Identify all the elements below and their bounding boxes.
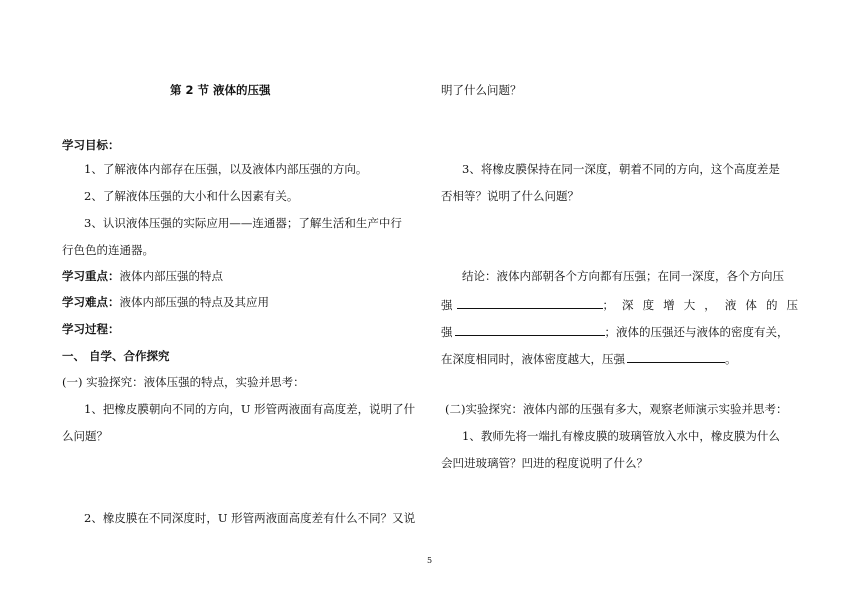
conclusion-line4: [441, 351, 737, 366]
question-1-line2: 么问题？: [62, 429, 108, 443]
goal-item-3: 3、认识液体压强的实际应用——连通器；了解生活和生产中行: [84, 216, 402, 230]
conclusion-line2-words: [622, 300, 798, 312]
question-3-line2: 否相等？说明了什么问题？: [441, 189, 579, 203]
section-heading: 第 2 节 液体的压强: [170, 83, 271, 97]
word: 大: [683, 298, 696, 312]
key-text: 液体内部压强的特点: [119, 269, 223, 283]
conclusion-line3-start: 强: [441, 325, 453, 339]
question-4-line1: 1、教师先将一端扎有橡皮膜的玻璃管放入水中，橡皮膜为什么: [462, 429, 780, 443]
word: 度: [642, 298, 655, 312]
goal-item-2: 2、了解液体压强的大小和什么因素有关。: [84, 189, 299, 203]
fill-blank-1[interactable]: [457, 297, 603, 309]
goal-item-1: 1、了解液体内部存在压强，以及液体内部压强的方向。: [84, 162, 368, 176]
key-point: [62, 271, 223, 283]
conclusion-line3-end: ；液体的压强还与液体的密度有关，: [604, 325, 789, 339]
process-label: 学习过程：: [62, 322, 120, 336]
difficult-point: [62, 297, 269, 309]
subsection-1: (一) 实验探究：液体压强的特点，实验并思考：: [62, 375, 305, 389]
question-1-line1: 1、把橡皮膜朝向不同的方向，U 形管两液面有高度差，说明了什: [84, 402, 416, 416]
word: 压: [786, 298, 798, 312]
conclusion-line2: [441, 297, 798, 312]
fill-blank-3[interactable]: [627, 351, 725, 363]
word: 增: [663, 298, 675, 312]
conclusion-line4-end: 。: [725, 352, 737, 366]
word: 体: [745, 298, 757, 312]
goals-label: 学习目标：: [62, 138, 120, 152]
word: 液: [724, 298, 737, 312]
section1-title: 一、 自学、合作探究: [62, 349, 170, 363]
word: 的: [765, 298, 778, 312]
question-2-line1: 2、橡皮膜在不同深度时，U 形管两液面高度差有什么不同？又说: [84, 511, 416, 525]
fill-blank-2[interactable]: [455, 324, 605, 336]
question-4-line2: 会凹进玻璃管？凹进的程度说明了什么？: [441, 456, 648, 470]
conclusion-line2-sep: ；: [602, 298, 614, 312]
difficult-label: 学习难点：: [62, 295, 120, 309]
subsection-2: (二)实验探究：液体内部的压强有多大，观察老师演示实验并思考：: [445, 402, 788, 416]
word: ，: [704, 298, 716, 312]
conclusion-line2-start: 强: [441, 298, 453, 312]
key-label: 学习重点：: [62, 269, 120, 283]
conclusion-line1: 结论：液体内部朝各个方向都有压强；在同一深度，各个方向压: [462, 269, 784, 283]
conclusion-line3: [441, 324, 789, 339]
goal-item-3-cont: 行色色的连通器。: [62, 243, 154, 257]
page-number: 5: [427, 556, 433, 565]
conclusion-line4-start: 在深度相同时，液体密度越大，压强: [441, 352, 625, 366]
question-2-line2: 明了什么问题？: [441, 83, 522, 97]
word: 深: [622, 298, 634, 312]
question-3-line1: 3、将橡皮膜保持在同一深度，朝着不同的方向，这个高度差是: [462, 162, 780, 176]
difficult-text: 液体内部压强的特点及其应用: [119, 295, 269, 309]
